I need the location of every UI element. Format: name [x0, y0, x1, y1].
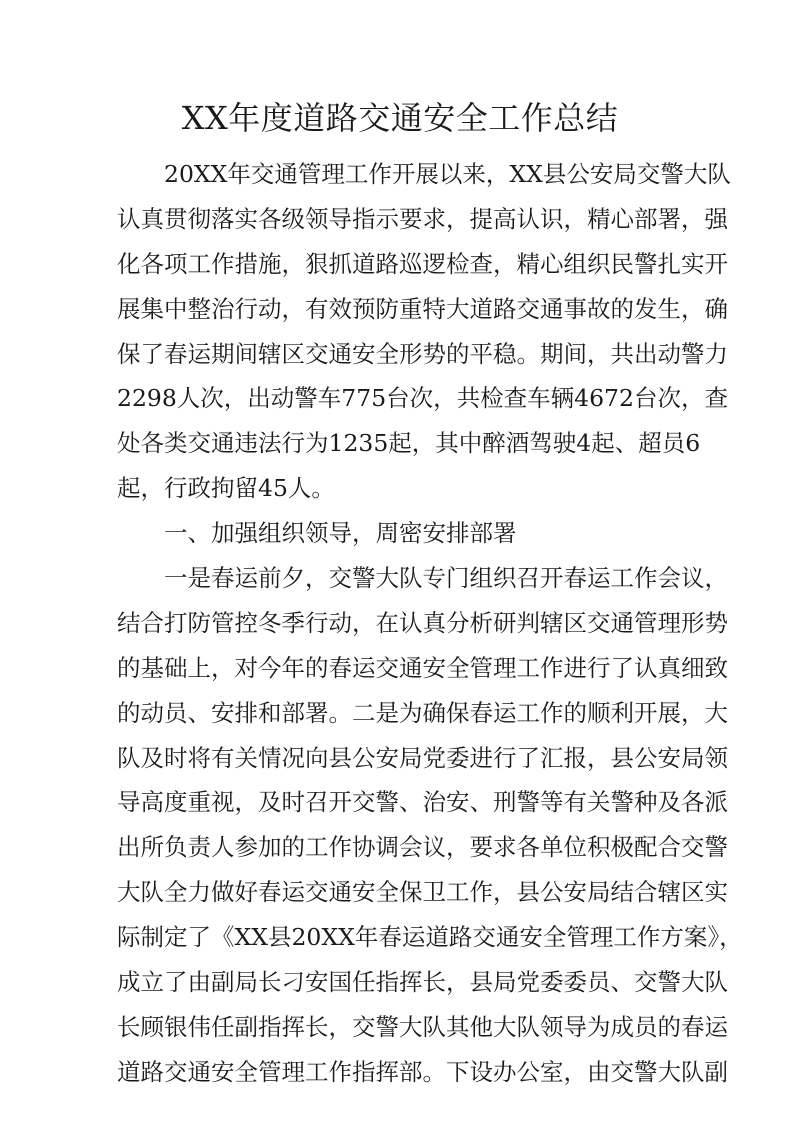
document-body: [117, 152, 743, 1095]
paragraph-3-line-3: 的基础上，对今年的春运交通安全管理工作进行了认真细致: [117, 653, 728, 682]
paragraph-3-line-7: 出所负责人参加的工作协调会议，要求各单位积极配合交警: [117, 833, 728, 862]
paragraph-1-line-1: 20XX年交通管理工作开展以来，XX县公安局交警大队: [164, 160, 731, 188]
paragraph-1-line-2: 认真贯彻落实各级领导指示要求，提高认识，精心部署，强: [117, 204, 728, 233]
paragraph-1-line-3: 化各项工作措施，狠抓道路巡逻检查，精心组织民警扎实开: [117, 249, 728, 278]
paragraph-3-line-11: 长顾银伟任副指挥长，交警大队其他大队领导为成员的春运: [117, 1012, 728, 1041]
section-heading-1: 一、加强组织领导，周密安排部署: [164, 519, 517, 548]
paragraph-3-line-9: 际制定了《XX县20XX年春运道路交通安全管理工作方案》，: [117, 923, 743, 952]
paragraph-1-line-7: 处各类交通违法行为1235起，其中醉酒驾驶4起、超员6: [117, 429, 701, 458]
paragraph-3-line-8: 大队全力做好春运交通安全保卫工作，县公安局结合辖区实: [117, 878, 728, 907]
paragraph-3-line-4: 的动员、安排和部署。二是为确保春运工作的顺利开展，大: [117, 698, 728, 727]
paragraph-3-line-12: 道路交通安全管理工作指挥部。下设办公室，由交警大队副: [117, 1057, 728, 1086]
paragraph-1-line-8: 起，行政拘留45人。: [117, 474, 335, 503]
document-title: XX年度道路交通安全工作总结: [181, 99, 619, 137]
paragraph-1-line-6: 2298人次，出动警车775台次，共检查车辆4672台次，查: [117, 384, 728, 413]
paragraph-3-line-5: 队及时将有关情况向县公安局党委进行了汇报，县公安局领: [117, 743, 728, 772]
paragraph-3-line-2: 结合打防管控冬季行动，在认真分析研判辖区交通管理形势: [117, 608, 728, 637]
paragraph-3-line-6: 导高度重视，及时召开交警、治安、刑警等有关警种及各派: [117, 788, 728, 817]
paragraph-3-line-1: 一是春运前夕，交警大队专门组织召开春运工作会议，: [164, 564, 728, 593]
paragraph-3-line-10: 成立了由副局长刁安国任指挥长，县局党委委员、交警大队: [117, 968, 728, 997]
paragraph-1-line-5: 保了春运期间辖区交通安全形势的平稳。期间，共出动警力: [117, 339, 728, 368]
paragraph-1-line-4: 展集中整治行动，有效预防重特大道路交通事故的发生，确: [117, 294, 728, 323]
